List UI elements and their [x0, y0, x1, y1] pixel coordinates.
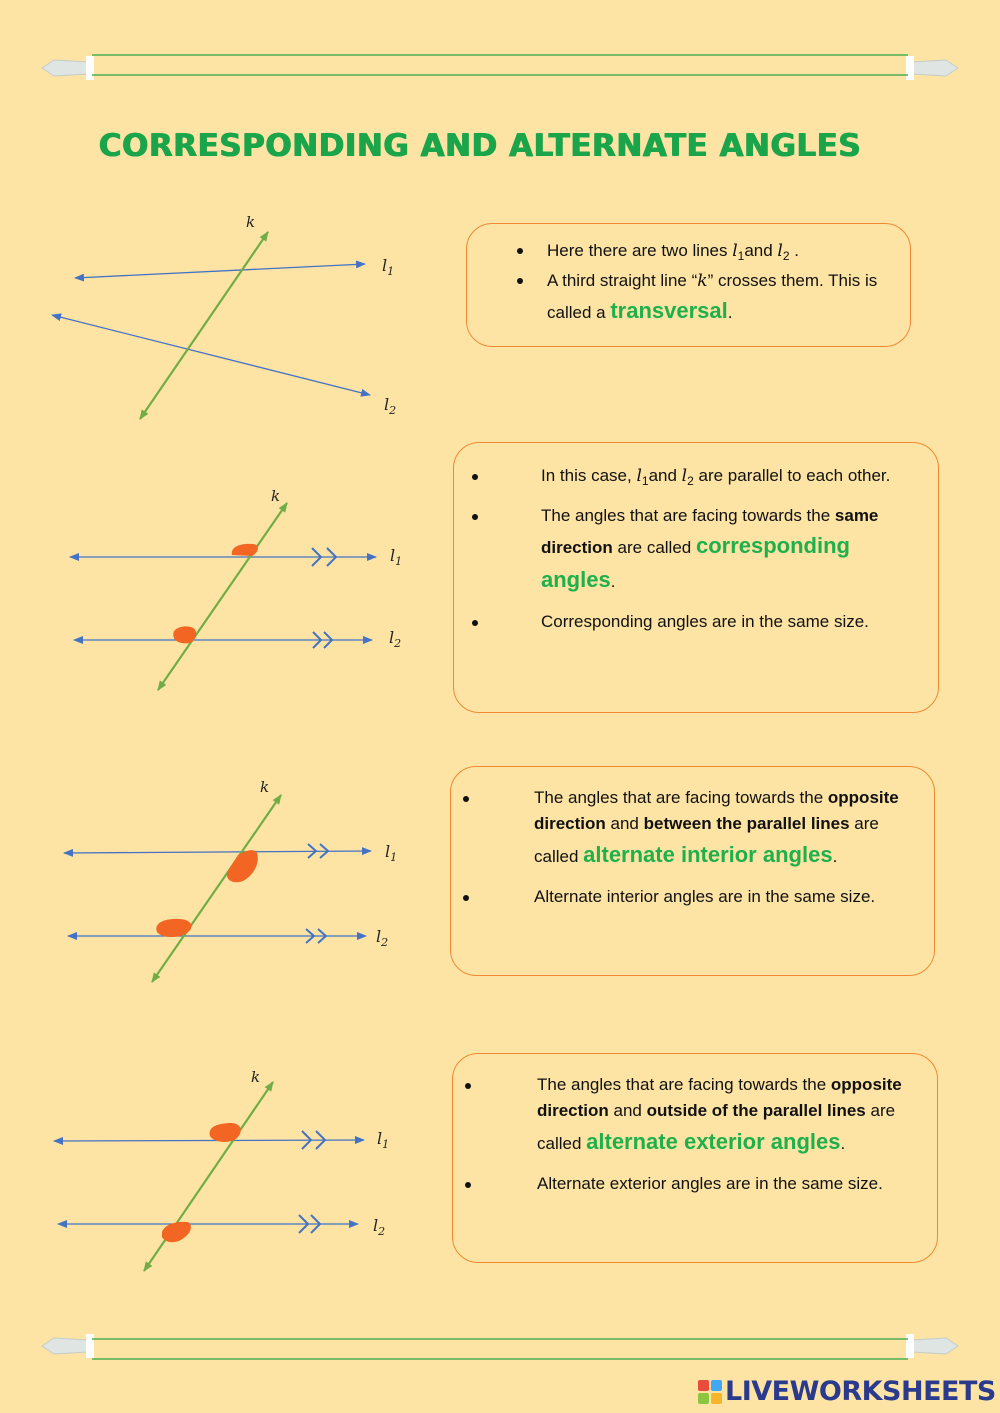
angle-mark-lower: [173, 626, 196, 643]
label-k: k: [246, 213, 256, 231]
label-l2: $l_2$: [373, 1216, 386, 1238]
list-item: Corresponding angles are in the same size.: [541, 609, 908, 635]
page-title: CORRESPONDING AND ALTERNATE ANGLES: [98, 128, 862, 164]
bullet: [465, 1182, 471, 1188]
list-item: The angles that are facing towards the same direction are called corresponding angles.: [541, 503, 908, 598]
bullet: [472, 620, 478, 626]
angle-mark-upper: [232, 544, 258, 556]
bullet: [472, 474, 478, 480]
label-k: k: [251, 1068, 261, 1086]
bullet: [465, 1083, 471, 1089]
list-item: A third straight line “k” crosses them. This is called a transversal.: [547, 268, 890, 328]
list-item: Alternate exterior angles are in the same size.: [537, 1171, 917, 1197]
list-item: The angles that are facing towards the opposite direction and between the parallel lines are called alternate interior angles.: [534, 785, 910, 872]
alternate-exterior-angles-box: [452, 1053, 938, 1263]
list-item: The angles that are facing towards the opposite direction and outside of the parallel lines are called alternate exterior angles.: [537, 1072, 917, 1159]
logo-squares-icon: [698, 1380, 722, 1404]
label-l2: $l_2$: [376, 927, 389, 949]
alternate-exterior-angles-diagram: [40, 1062, 430, 1277]
angle-mark-upper: [227, 850, 258, 882]
transversal-info-box: [466, 223, 911, 347]
bullet: [517, 278, 523, 284]
label-k: k: [271, 487, 281, 505]
term-alternate-exterior-angles: alternate exterior angles: [586, 1128, 841, 1154]
term-transversal: transversal: [610, 297, 728, 323]
bullet: [472, 514, 478, 520]
term-corresponding-angles: corresponding angles: [541, 532, 850, 593]
bottom-ribbon-banner: [40, 1328, 960, 1364]
list-item: Here there are two lines $l_1and$ $l_2$ .: [547, 238, 890, 266]
transversal-k: [152, 795, 281, 982]
top-ribbon-banner: [40, 50, 960, 86]
list-item: In this case, $l_1and$ $l_2$ are parallel to each other.: [541, 463, 908, 491]
label-k: k: [260, 778, 270, 796]
label-l1: $l_1$: [390, 546, 403, 568]
transversal-k: [144, 1082, 273, 1271]
transversal-diagram: [40, 205, 430, 430]
angle-mark-upper: [210, 1123, 241, 1142]
label-l1: $l_1$: [382, 256, 395, 278]
label-l1: $l_1$: [377, 1129, 390, 1151]
liveworksheets-logo[interactable]: [698, 1376, 996, 1407]
corresponding-angles-box: [453, 442, 939, 713]
list-item: Alternate interior angles are in the same size.: [534, 884, 910, 910]
logo-text: LIVEWORKSHEETS: [725, 1376, 996, 1407]
bullet: [517, 248, 523, 254]
line-l1: [75, 264, 365, 278]
label-l2: $l_2$: [384, 395, 397, 417]
transversal-k: [140, 232, 268, 419]
bullet: [463, 796, 469, 802]
line-l2: [52, 315, 370, 395]
term-alternate-interior-angles: alternate interior angles: [583, 841, 833, 867]
label-l2: $l_2$: [389, 628, 402, 650]
line-l1: [54, 1140, 364, 1141]
transversal-k: [158, 503, 287, 690]
alternate-interior-angles-box: [450, 766, 935, 976]
corresponding-angles-diagram: [40, 485, 430, 700]
label-l1: $l_1$: [385, 842, 398, 864]
angle-mark-lower: [162, 1222, 191, 1242]
bullet: [463, 895, 469, 901]
alternate-interior-angles-diagram: [40, 775, 430, 990]
